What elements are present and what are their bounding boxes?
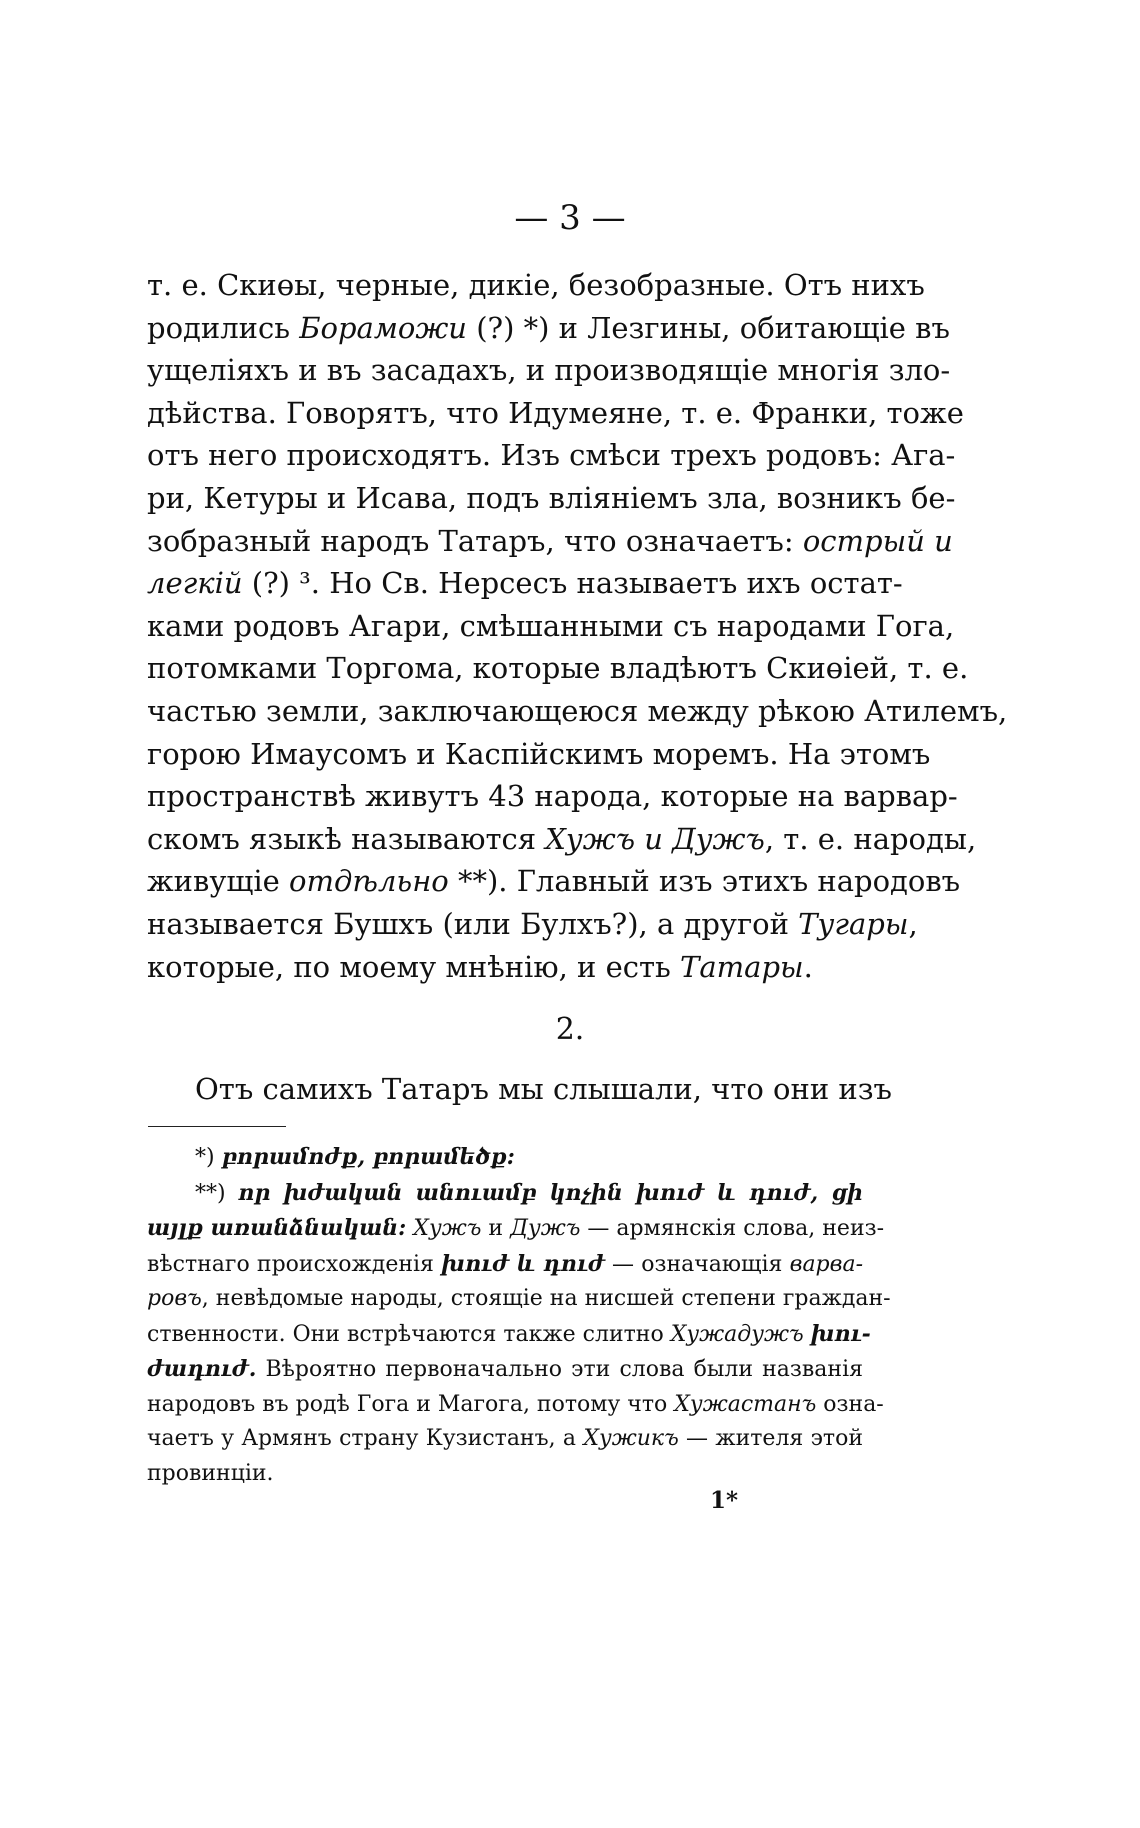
footnote-2-line: ժադուժ. Вѣроятно первоначально эти слова были названія	[147, 1356, 863, 1382]
page-number: — 3 —	[514, 198, 626, 238]
text-line: ри, Кетуры и Исава, подъ вліяніемъ зла, возникъ бе-	[147, 480, 956, 515]
footnote-1: *) բորամոժք, բորամեծք:	[195, 1144, 515, 1170]
text-line: отъ него происходятъ. Изъ смѣси трехъ родовъ: Ага-	[147, 438, 956, 473]
footnote-2-line: այլք առանձնական: Хужъ и Дужъ — армянскія слова, неиз-	[147, 1215, 885, 1241]
text-line: т. е. Скиөы, черные, дикіе, безобразные. Отъ нихъ	[147, 268, 925, 302]
text-line: ками родовъ Агари, смѣшанными съ народами Гога,	[147, 608, 955, 643]
text-line: частью земли, заключающеюся между рѣкою Атилемъ,	[147, 693, 1008, 728]
text-line: пространствѣ живутъ 43 народа, которые на варвар-	[147, 779, 958, 814]
text-line: которые, по моему мнѣнію, и есть Татары.	[147, 949, 813, 984]
text-line: зобразный народъ Татаръ, что означаетъ: острый и	[147, 523, 953, 558]
footnote-2-line: ровъ, невѣдомые народы, стоящіе на нисшей степени граждан-	[147, 1286, 891, 1311]
footnote-divider	[148, 1126, 286, 1127]
text-line: дѣйства. Говорятъ, что Идумеяне, т. е. Франки, тоже	[147, 395, 964, 430]
footnote-2-line: вѣстнаго происхожденія խուժ և դուժ — означающія варва-	[147, 1250, 863, 1277]
footnote-2-line: провинціи.	[147, 1460, 274, 1486]
section-number: 2.	[555, 1012, 585, 1047]
text-line: живущіе отдѣльно **). Главный изъ этихъ народовъ	[147, 864, 961, 899]
main-text	[147, 264, 1008, 988]
text-line: горою Имаусомъ и Каспійскимъ моремъ. На этомъ	[147, 736, 931, 771]
text-line: потомками Торгома, которые владѣютъ Скиөіей, т. е.	[147, 651, 969, 686]
footnote-2-line: **) որ խժական անուամբ կոչին խուժ և դուժ, ցի	[195, 1179, 863, 1206]
text-line: скомъ языкѣ называются Хужъ и Дужъ, т. е. народы,	[147, 821, 977, 856]
text-line: родились Бораможи (?) *) и Лезгины, обитающіе въ	[147, 310, 950, 345]
footnotes	[147, 1140, 891, 1491]
footnote-2-line: ственности. Они встрѣчаются также слитно Хужадужъ խու-	[147, 1320, 871, 1347]
section-first-line: Отъ самихъ Татаръ мы слышали, что они изъ	[195, 1072, 892, 1106]
text-line: ущеліяхъ и въ засадахъ, и производящіе многія зло-	[147, 353, 951, 388]
footnote-2-line: чаетъ у Армянъ страну Кузистанъ, а Хужикъ — жителя этой	[147, 1426, 863, 1451]
text-line: легкій (?) ³. Но Св. Нерсесъ называетъ ихъ остат-	[147, 566, 903, 601]
signature-mark: 1*	[710, 1487, 739, 1514]
text-line: называется Бушхъ (или Булхъ?), а другой Тугары,	[147, 906, 918, 941]
footnote-2-line: народовъ въ родѣ Гога и Магога, потому что Хужастанъ озна-	[147, 1391, 884, 1417]
